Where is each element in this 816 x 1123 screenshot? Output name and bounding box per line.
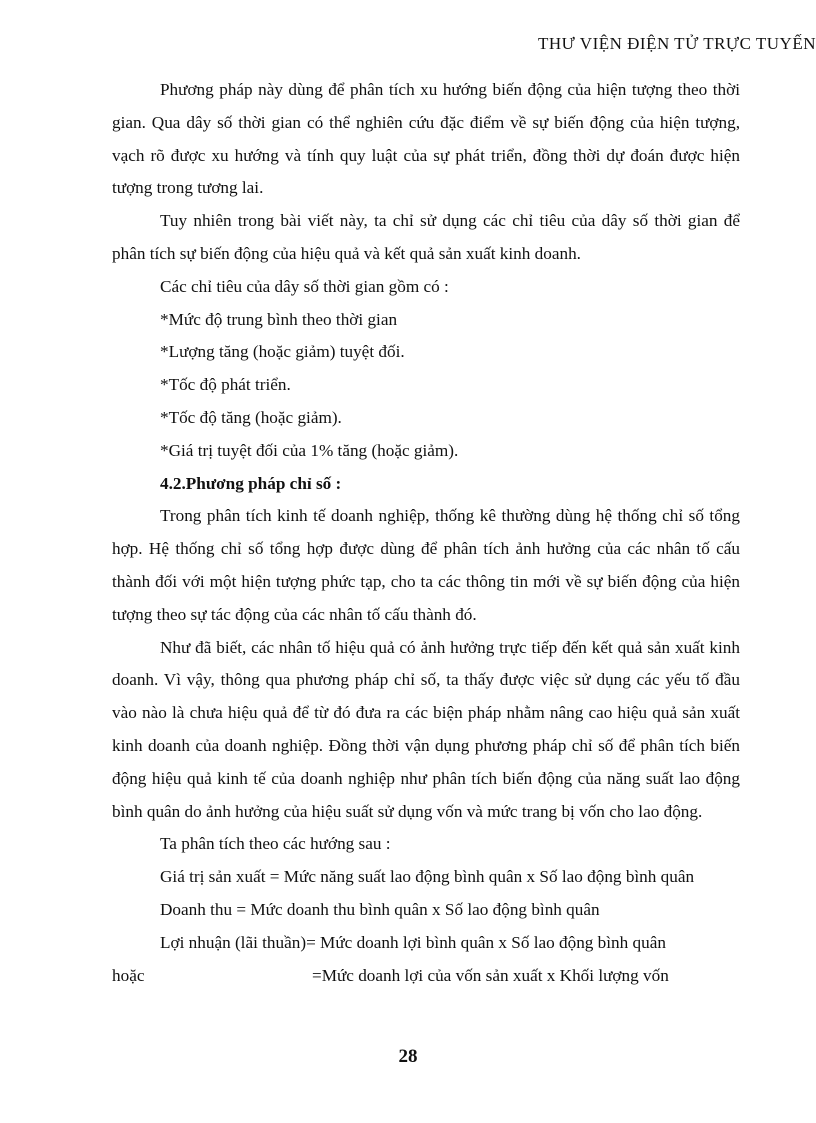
formula-alt-expression: =Mức doanh lợi của vốn sản xuất x Khối lượng vốn xyxy=(312,965,669,985)
paragraph-index-system: Trong phân tích kinh tế doanh nghiệp, thống kê thường dùng hệ thống chỉ số tổng hợp. Hệ thống chỉ số tổng hợp được dùng để phân tích ảnh hưởng của các nhân tố cấu thành đối với một hiện tượng phức tạp, cho ta các thông tin mới về sự biến động của hiện tượng theo sự tác động của các nhân tố cấu thành đó. xyxy=(112,506,740,624)
paragraph-directions: Ta phân tích theo các hướng sau : xyxy=(160,834,391,854)
formula-production-value: Giá trị sản xuất = Mức năng suất lao động bình quân x Số lao động bình quân xyxy=(160,867,695,887)
formula-profit: Lợi nhuận (lãi thuần)= Mức doanh lợi bình quân x Số lao động bình quân xyxy=(160,932,666,952)
formula-profit-alternative xyxy=(112,960,740,993)
formula-alt-lead: hoặc xyxy=(112,965,145,985)
list-item: *Mức độ trung bình theo thời gian xyxy=(160,309,398,329)
formula-revenue: Doanh thu = Mức doanh thu bình quân x Số lao động bình quân xyxy=(160,899,600,919)
list-item: *Giá trị tuyệt đối của 1% tăng (hoặc giảm). xyxy=(160,440,459,460)
list-item: *Lượng tăng (hoặc giảm) tuyệt đối. xyxy=(160,342,405,362)
section-heading: 4.2.Phương pháp chỉ số : xyxy=(160,473,342,493)
paragraph-scope: Tuy nhiên trong bài viết này, ta chỉ sử dụng các chỉ tiêu của dây số thời gian để phân tích sự biến động của hiệu quả và kết quả sản xuất kinh doanh. xyxy=(112,211,740,263)
page-header: THƯ VIỆN ĐIỆN TỬ TRỰC TUYẾN xyxy=(538,34,816,53)
list-item: *Tốc độ phát triển. xyxy=(160,375,291,395)
page-number: 28 xyxy=(398,1046,418,1067)
paragraph-indicators-intro: Các chỉ tiêu của dây số thời gian gồm có : xyxy=(160,276,449,296)
paragraph-intro: Phương pháp này dùng để phân tích xu hướng biến động của hiện tượng theo thời gian. Qua dây số thời gian có thể nghiên cứu đặc điểm về sự biến động của hiện tượng, vạch rõ được xu hướng và tính quy luật của sự phát triển, đồng thời dự đoán được hiện tượng trong tương lai. xyxy=(112,80,740,198)
list-item: *Tốc độ tăng (hoặc giảm). xyxy=(160,407,342,427)
paragraph-efficiency: Như đã biết, các nhân tố hiệu quả có ảnh hưởng trực tiếp đến kết quả sản xuất kinh doanh. Vì vậy, thông qua phương pháp chỉ số, ta thấy được việc sử dụng các yếu tố đầu vào nào là chưa hiệu quả để từ đó đưa ra các biện pháp nhằm nâng cao hiệu quả sản xuất kinh doanh của doanh nghiệp. Đồng thời vận dụng phương pháp chỉ số để phân tích biến động hiệu quả kinh tế của doanh nghiệp như phân tích biến động của năng suất lao động bình quân do ảnh hưởng của hiệu suất sử dụng vốn và mức trang bị vốn cho lao động. xyxy=(112,637,740,821)
document-body xyxy=(112,74,740,992)
